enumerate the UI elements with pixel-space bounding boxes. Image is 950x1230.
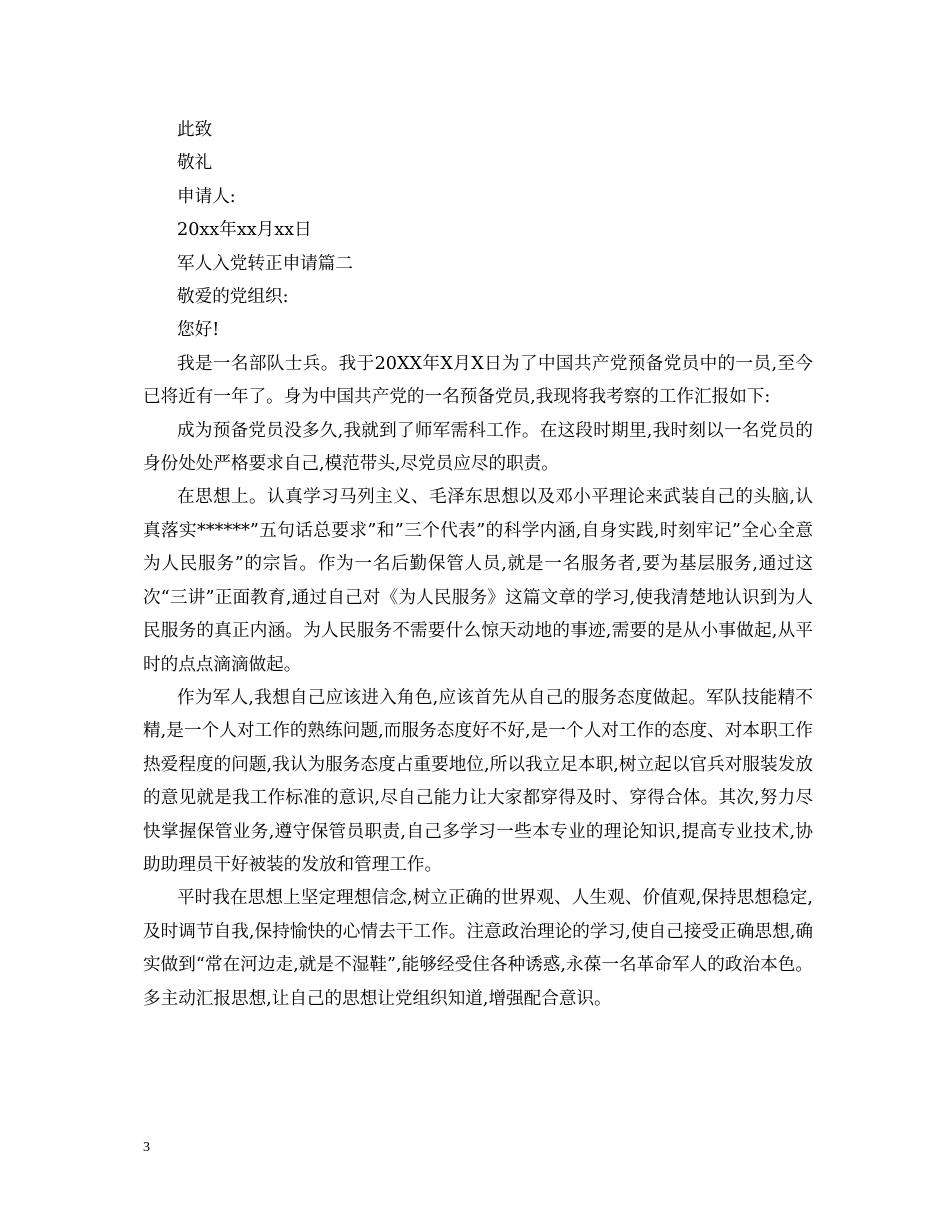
salutation-jingli: 敬礼: [177, 153, 213, 174]
salutation-cizhi: 此致: [177, 120, 213, 140]
paragraph-intro: 我是一名部队士兵。我于20XX年X月X日为了中国共产党预备党员中的一员,至今已将近有一年了。身为中国共产党的一名预备党员,我现将我考察的工作汇报如下:: [143, 353, 813, 408]
section-title: 军人入党转正申请篇二: [177, 253, 353, 274]
page-number: 3: [143, 1140, 150, 1155]
greeting-organization: 敬爱的党组织:: [177, 287, 289, 308]
paragraph-daily: 平时我在思想上坚定理想信念,树立正确的世界观、人生观、价值观,保持思想稳定,及时调节自我,保持愉快的心情去干工作。注意政治理论的学习,使自己接受正确思想,确实做到“常在河边走,就是不湿鞋”,能够经受住各种诱惑,永葆一名革命军人的政治本色。多主动汇报思想,让自己的思想让党组织知道,增强配合意识。: [143, 888, 813, 1009]
applicant-label: 申请人:: [177, 186, 236, 207]
date-line: 20xx年xx月xx日: [177, 220, 312, 241]
greeting-hello: 您好!: [177, 320, 220, 341]
paragraph-role: 作为军人,我想自己应该进入角色,应该首先从自己的服务态度做起。军队技能精不精,是一个人对工作的熟练问题,而服务态度好不好,是一个人对工作的态度、对本职工作热爱程度的问题,我认为服务态度占重要地位,所以我立足本职,树立起以官兵对服装发放的意见就是我工作标准的意识,尽自己能力让大家都穿得及时、穿得合体。其次,努力尽快掌握保管业务,遵守保管员职责,自己多学习一些本专业的理论知识,提高专业技术,协助助理员干好被装的发放和管理工作。: [143, 687, 813, 875]
document-body: [143, 114, 813, 1016]
paragraph-position: 成为预备党员没多久,我就到了师军需科工作。在这段时期里,我时刻以一名党员的身份处处严格要求自己,模范带头,尽党员应尽的职责。: [143, 420, 813, 475]
paragraph-thought: 在思想上。认真学习马列主义、毛泽东思想以及邓小平理论来武装自己的头脑,认真落实******”五句话总要求”和”三个代表”的科学内涵,自身实践,时刻牢记”全心全意为人民服务”的宗旨。作为一名后勤保管人员,就是一名服务者,要为基层服务,通过这次“三讲”正面教育,通过自己对《为人民服务》这篇文章的学习,使我清楚地认识到为人民服务的真正内涵。为人民服务不需要什么惊天动地的事迹,需要的是从小事做起,从平时的点点滴滴做起。: [143, 487, 813, 675]
